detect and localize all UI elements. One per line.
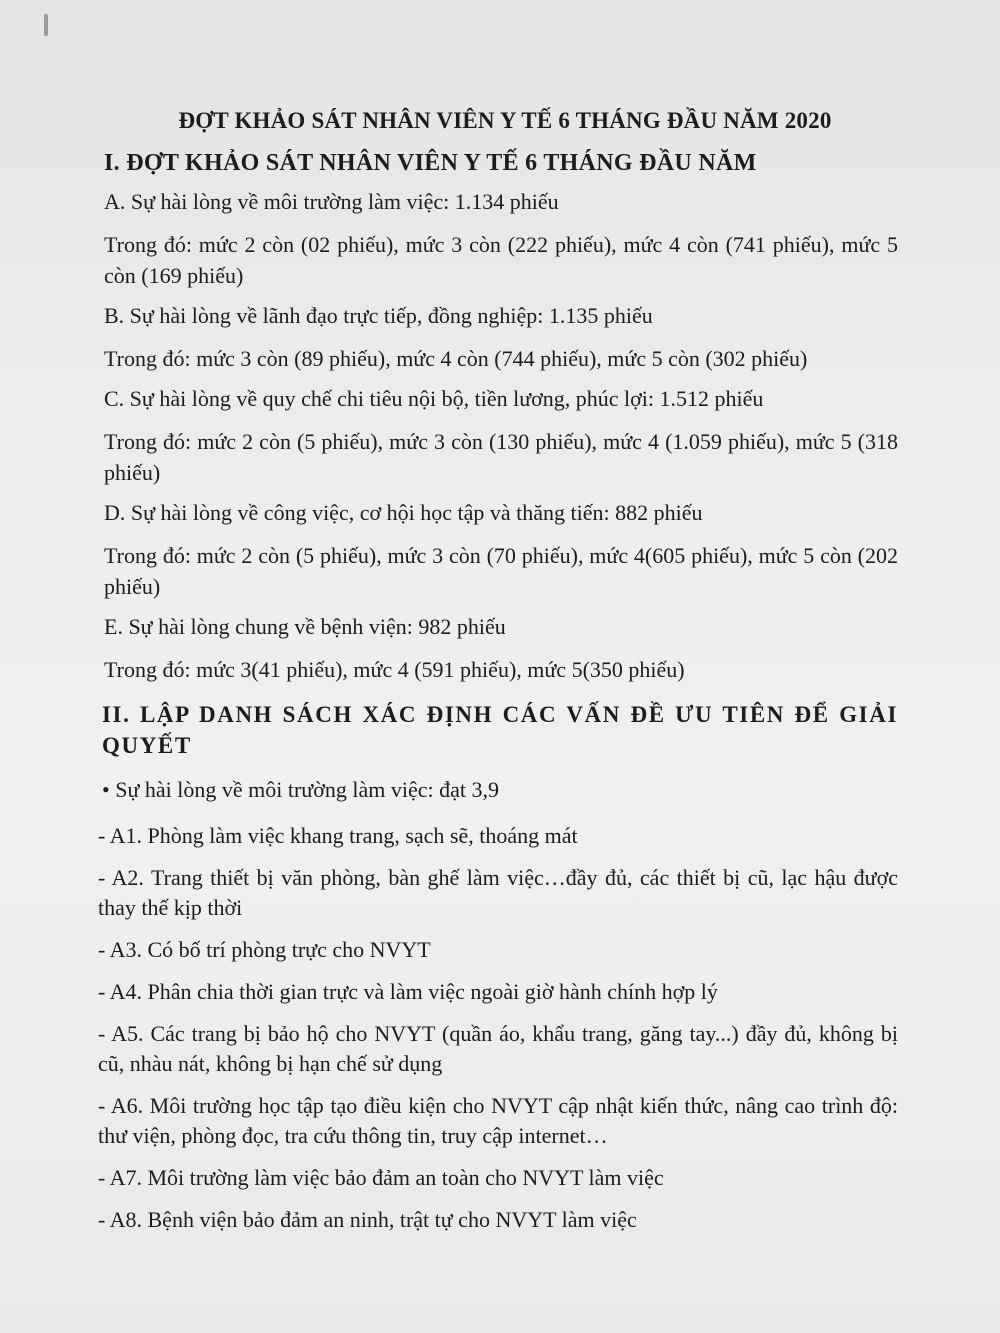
bullet-summary: • Sự hài lòng về môi trường làm việc: đạt 3,9 [102, 777, 499, 802]
section-1-heading: I. ĐỢT KHẢO SÁT NHÂN VIÊN Y TẾ 6 THÁNG ĐẦU NĂM [104, 150, 757, 176]
criterion-a8: - A8. Bệnh viện bảo đảm an ninh, trật tự cho NVYT làm việc [98, 1207, 637, 1232]
criterion-a1: - A1. Phòng làm việc khang trang, sạch sẽ, thoáng mát [98, 823, 578, 848]
item-b-heading: B. Sự hài lòng về lãnh đạo trực tiếp, đồng nghiệp: 1.135 phiếu [104, 303, 653, 328]
item-d-heading: D. Sự hài lòng về công việc, cơ hội học tập và thăng tiến: 882 phiếu [104, 500, 703, 525]
criterion-a2: - A2. Trang thiết bị văn phòng, bàn ghế làm việc…đầy đủ, các thiết bị cũ, lạc hậu được thay thế kịp thời [98, 865, 898, 920]
page-title: ĐỢT KHẢO SÁT NHÂN VIÊN Y TẾ 6 THÁNG ĐẦU NĂM 2020 [178, 108, 832, 133]
criterion-a3: - A3. Có bố trí phòng trực cho NVYT [98, 937, 431, 962]
criterion-a6: - A6. Môi trường học tập tạo điều kiện cho NVYT cập nhật kiến thức, nâng cao trình độ: thư viện, phòng đọc, tra cứu thông tin, truy cập internet… [98, 1093, 898, 1148]
item-d-detail: Trong đó: mức 2 còn (5 phiếu), mức 3 còn (70 phiếu), mức 4(605 phiếu), mức 5 còn (202 phiếu) [104, 543, 898, 599]
item-a-heading: A. Sự hài lòng về môi trường làm việc: 1.134 phiếu [104, 189, 559, 214]
item-a-detail: Trong đó: mức 2 còn (02 phiếu), mức 3 còn (222 phiếu), mức 4 còn (741 phiếu), mức 5 còn (169 phiếu) [104, 232, 898, 288]
criterion-a7: - A7. Môi trường làm việc bảo đảm an toàn cho NVYT làm việc [98, 1165, 664, 1190]
item-e-heading: E. Sự hài lòng chung về bệnh viện: 982 phiếu [104, 614, 506, 639]
item-e-detail: Trong đó: mức 3(41 phiếu), mức 4 (591 phiếu), mức 5(350 phiếu) [104, 657, 685, 682]
section-2-heading: II. LẬP DANH SÁCH XÁC ĐỊNH CÁC VẤN ĐỀ ƯU TIÊN ĐỂ GIẢI QUYẾT [102, 702, 898, 758]
criterion-a4: - A4. Phân chia thời gian trực và làm việc ngoài giờ hành chính hợp lý [98, 979, 718, 1004]
criterion-a5: - A5. Các trang bị bảo hộ cho NVYT (quần áo, khẩu trang, găng tay...) đầy đủ, không bị cũ, nhàu nát, không bị hạn chế sử dụng [98, 1021, 898, 1076]
item-c-detail: Trong đó: mức 2 còn (5 phiếu), mức 3 còn (130 phiếu), mức 4 (1.059 phiếu), mức 5 (318 phiếu) [104, 429, 898, 485]
item-b-detail: Trong đó: mức 3 còn (89 phiếu), mức 4 còn (744 phiếu), mức 5 còn (302 phiếu) [104, 346, 808, 371]
item-c-heading: C. Sự hài lòng về quy chế chi tiêu nội bộ, tiền lương, phúc lợi: 1.512 phiếu [104, 386, 764, 411]
staple-mark [44, 14, 48, 36]
